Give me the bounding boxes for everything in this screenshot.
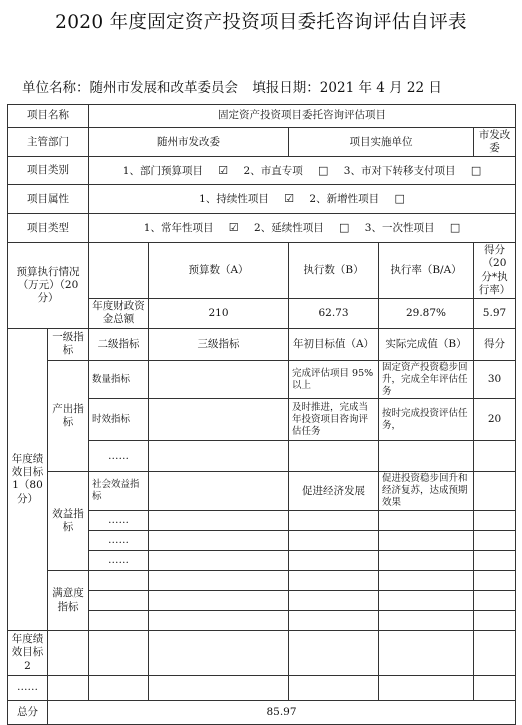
qty-actual: 固定资产投资稳步回升，完成全年评估任务 <box>379 360 474 399</box>
table-cell <box>379 441 474 472</box>
table-cell <box>289 441 379 472</box>
project-name-label: 项目名称 <box>8 105 89 128</box>
level2-header: 二级指标 <box>89 328 149 360</box>
budget-value: 210 <box>149 298 289 328</box>
ptype-options <box>89 214 516 243</box>
qty-score: 30 <box>474 360 516 399</box>
checkbox-icon: □ <box>339 221 350 235</box>
fund-total-label: 年度财政资金总额 <box>89 298 149 328</box>
table-cell <box>289 511 379 531</box>
category-option-2: 2、市直专项 <box>243 164 303 177</box>
table-cell <box>474 571 516 591</box>
time-score: 20 <box>474 399 516 441</box>
exec-header: 执行数（B） <box>289 243 379 299</box>
table-cell <box>474 441 516 472</box>
table-cell <box>149 360 289 399</box>
ellipsis-cell: …… <box>89 511 149 531</box>
table-cell <box>474 511 516 531</box>
goal2-label: 年度绩效目标 2 <box>8 631 48 676</box>
exec-value: 62.73 <box>289 298 379 328</box>
budget-score-value: 5.97 <box>474 298 516 328</box>
effect-indicator: 效益指标 <box>48 472 89 571</box>
level3-header: 三级指标 <box>149 328 289 360</box>
table-cell <box>149 676 289 701</box>
level1-header: 一级指标 <box>48 328 89 360</box>
page-title: 2020 年度固定资产投资项目委托咨询评估自评表 <box>55 12 467 33</box>
checkbox-icon: □ <box>318 163 329 177</box>
table-cell <box>474 611 516 631</box>
table-cell <box>379 531 474 551</box>
actual-header: 实际完成值（B） <box>379 328 474 360</box>
rate-header: 执行率（B/A） <box>379 243 474 299</box>
time-target: 及时推进，完成当年投资项目咨询评估任务 <box>289 399 379 441</box>
score-header: 得分 <box>474 328 516 360</box>
table-cell <box>149 511 289 531</box>
table-cell <box>149 631 289 676</box>
table-cell <box>149 472 289 511</box>
budget-row-blank <box>89 243 149 299</box>
table-cell <box>289 611 379 631</box>
table-cell <box>379 631 474 676</box>
date-label: 填报日期：2021 年 4 月 22 日 <box>252 80 442 96</box>
ellipsis-cell: …… <box>8 676 48 701</box>
social-actual: 促进投资稳步回升和经济复苏，达成预期效果 <box>379 472 474 511</box>
table-cell <box>474 591 516 611</box>
table-cell <box>379 591 474 611</box>
rate-value: 29.87% <box>379 298 474 328</box>
project-name-value: 固定资产投资项目委托咨询评估项目 <box>89 105 516 128</box>
category-option-3: 3、市对下转移支付项目 <box>343 164 456 177</box>
table-cell <box>474 531 516 551</box>
table-cell <box>149 611 289 631</box>
ptype-option-2: 2、延续性项目 <box>254 222 324 235</box>
table-cell <box>379 611 474 631</box>
category-option-1: 1、部门预算项目 <box>122 164 203 177</box>
table-cell <box>89 611 149 631</box>
table-cell <box>379 551 474 571</box>
time-indicator: 时效指标 <box>89 399 149 441</box>
table-cell <box>379 571 474 591</box>
checked-box-icon: ☑ <box>284 192 295 206</box>
ptype-option-1: 1、常年性项目 <box>143 222 214 235</box>
impl-label: 项目实施单位 <box>289 128 474 157</box>
table-cell <box>474 676 516 701</box>
attribute-options <box>89 185 516 214</box>
table-cell <box>89 676 149 701</box>
table-cell <box>289 676 379 701</box>
report-subheader <box>22 76 452 96</box>
dept-value: 随州市发改委 <box>89 128 289 157</box>
checked-box-icon: ☑ <box>228 221 239 235</box>
table-cell <box>379 676 474 701</box>
table-cell <box>379 511 474 531</box>
table-cell <box>289 551 379 571</box>
checkbox-icon: □ <box>449 221 461 235</box>
table-cell <box>89 591 149 611</box>
table-cell <box>289 631 379 676</box>
social-target: 促进经济发展 <box>289 472 379 511</box>
qty-target: 完成评估项目 95%以上 <box>289 360 379 399</box>
attribute-label: 项目属性 <box>8 185 89 214</box>
table-cell <box>48 631 89 676</box>
budget-header: 预算数（A） <box>149 243 289 299</box>
goal1-label: 年度绩效目标 1（80 分） <box>8 328 48 630</box>
impl-value: 市发改委 <box>474 128 516 157</box>
ellipsis-cell: …… <box>89 551 149 571</box>
table-cell <box>474 472 516 511</box>
table-cell <box>149 531 289 551</box>
category-label: 项目类别 <box>8 157 89 185</box>
ptype-option-3: 3、一次性项目 <box>364 222 435 235</box>
ptype-label: 项目类型 <box>8 214 89 243</box>
table-cell <box>48 676 89 701</box>
checkbox-icon: □ <box>470 163 482 177</box>
ellipsis-cell: …… <box>89 531 149 551</box>
attribute-option-1: 1、持续性项目 <box>199 193 269 206</box>
budget-score-header: 得分（20 分*执行率） <box>474 243 516 299</box>
checkbox-icon: □ <box>394 192 405 206</box>
table-cell <box>149 551 289 571</box>
category-options <box>89 157 516 185</box>
target-header: 年初目标值（A） <box>289 328 379 360</box>
total-label: 总分 <box>8 701 48 725</box>
table-cell <box>89 571 149 591</box>
output-indicator: 产出指标 <box>48 360 89 472</box>
time-actual: 按时完成投资评估任务， <box>379 399 474 441</box>
unit-label: 单位名称：随州市发展和改革委员会 <box>22 80 238 96</box>
table-cell <box>149 441 289 472</box>
checked-box-icon: ☑ <box>218 163 229 177</box>
social-indicator: 社会效益指标 <box>89 472 149 511</box>
table-cell <box>289 591 379 611</box>
table-cell <box>289 571 379 591</box>
table-cell <box>149 571 289 591</box>
table-cell <box>149 591 289 611</box>
table-cell <box>289 531 379 551</box>
evaluation-table <box>7 104 516 725</box>
satisfaction-indicator: 满意度指标 <box>48 571 89 631</box>
table-cell <box>149 399 289 441</box>
table-cell <box>89 631 149 676</box>
qty-indicator: 数量指标 <box>89 360 149 399</box>
total-score: 85.97 <box>48 701 516 725</box>
ellipsis-cell: …… <box>89 441 149 472</box>
dept-label: 主管部门 <box>8 128 89 157</box>
table-cell <box>474 631 516 676</box>
budget-label: 预算执行情况（万元）（20 分） <box>8 243 89 329</box>
attribute-option-2: 2、新增性项目 <box>309 193 380 206</box>
table-cell <box>474 551 516 571</box>
